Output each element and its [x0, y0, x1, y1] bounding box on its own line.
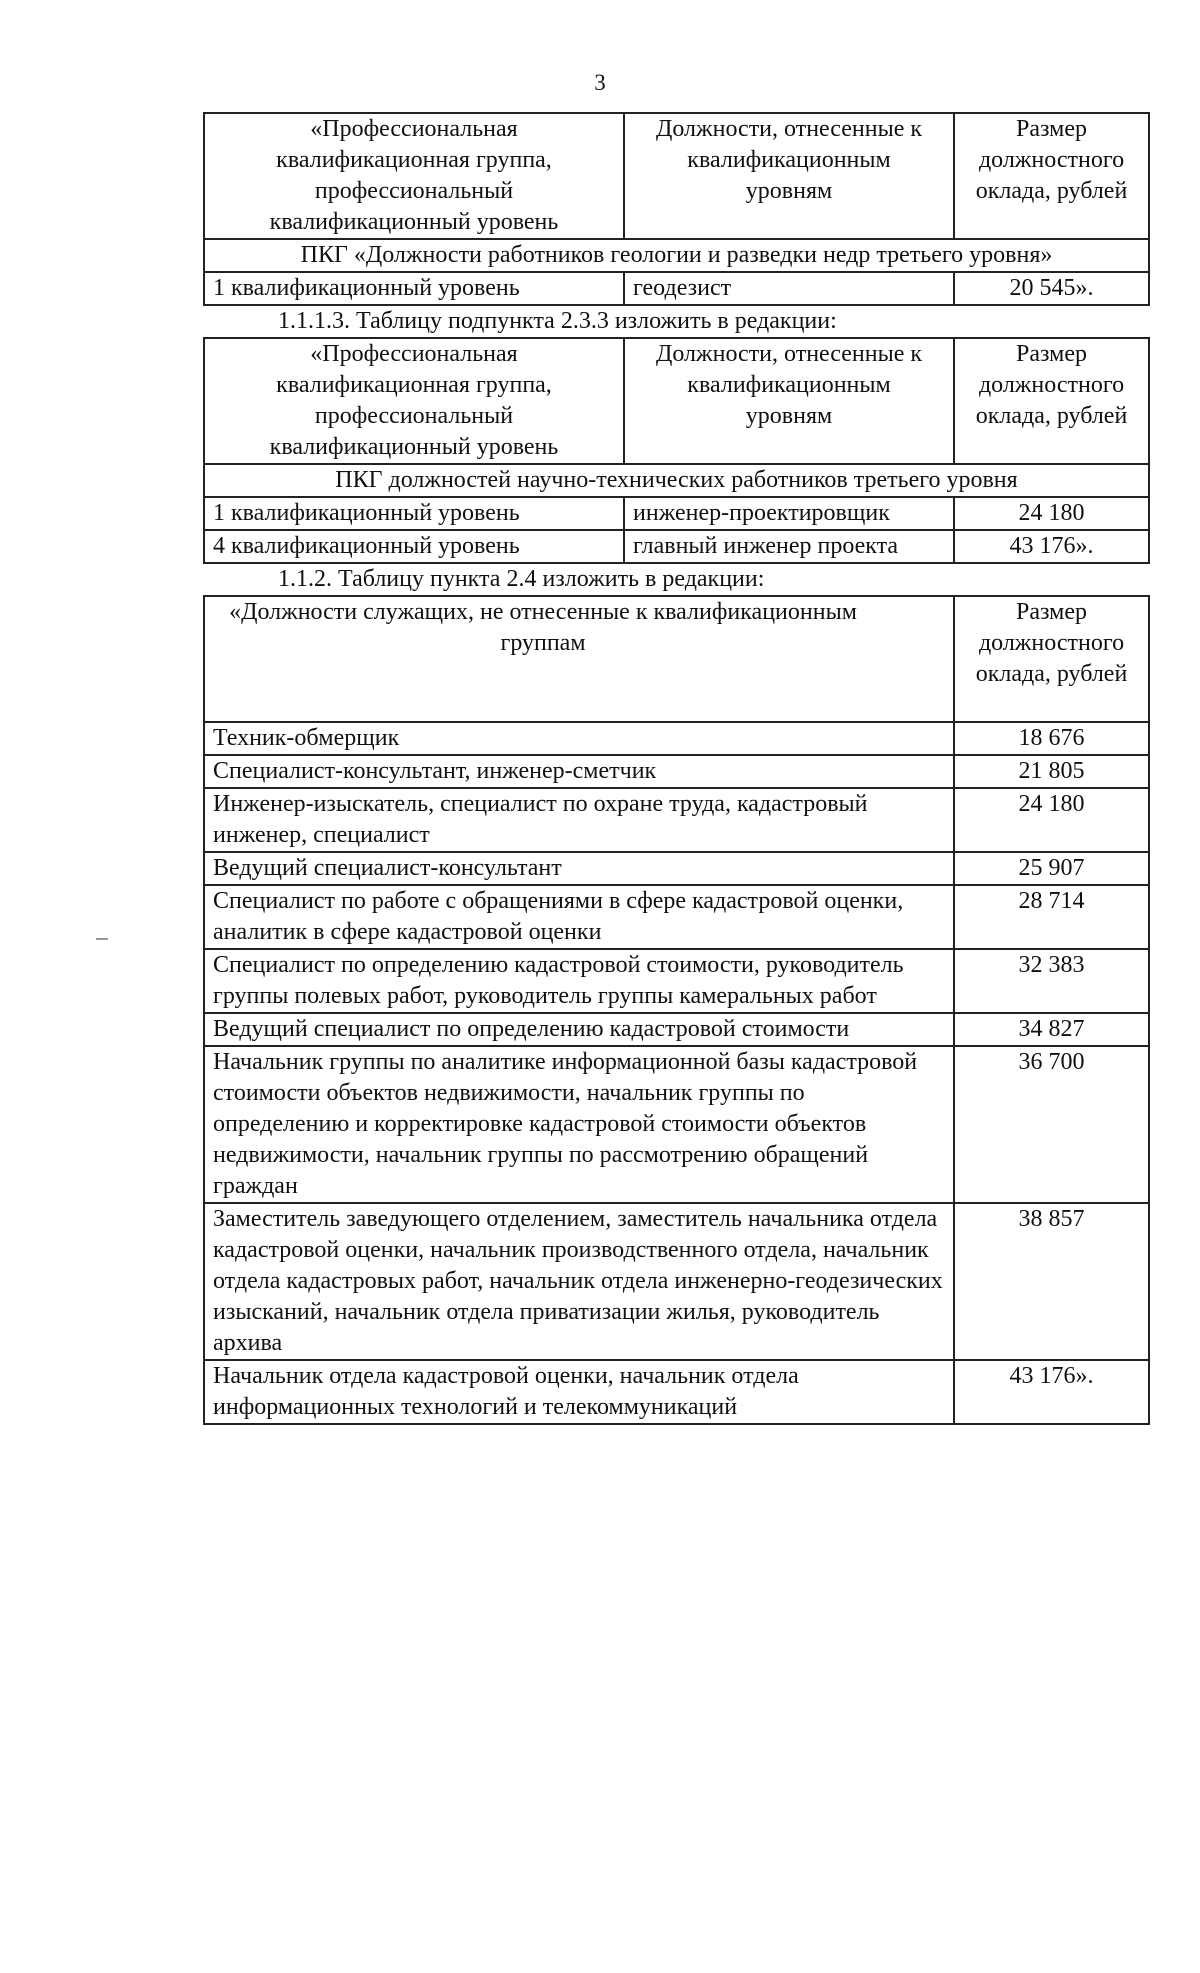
position-cell: Ведущий специалист-консультант — [204, 852, 954, 885]
header-salary: Размер должностного оклада, рублей — [954, 113, 1149, 239]
position-cell: Специалист по определению кадастровой стоимости, руководитель группы полевых работ, руководитель группы камеральных работ — [204, 949, 954, 1013]
position-cell: Специалист-консультант, инженер-сметчик — [204, 755, 954, 788]
table-row — [204, 788, 1149, 852]
header-group: «Профессиональная квалификационная группа, профессиональный квалификационный уровень — [204, 338, 624, 464]
table-row — [204, 530, 1149, 563]
salary-cell: 34 827 — [954, 1013, 1149, 1046]
table-row — [204, 1203, 1149, 1360]
salary-cell: 18 676 — [954, 722, 1149, 755]
table-body — [204, 722, 1149, 1424]
margin-mark — [96, 938, 108, 940]
salary-cell: 24 180 — [954, 788, 1149, 852]
table-header-row — [204, 338, 1149, 464]
table-row — [204, 1046, 1149, 1203]
level-cell: 1 квалификационный уровень — [204, 497, 624, 530]
table-scientific-pkg — [203, 337, 1150, 564]
header-group: «Профессиональная квалификационная группа, профессиональный квалификационный уровень — [204, 113, 624, 239]
table-header-row — [204, 596, 1149, 722]
table-row — [204, 852, 1149, 885]
salary-cell: 21 805 — [954, 755, 1149, 788]
salary-cell: 25 907 — [954, 852, 1149, 885]
document-body — [203, 112, 1148, 1425]
header-positions: «Должности служащих, не отнесенные к квалификационным группам — [204, 596, 954, 722]
position-cell: инженер-проектировщик — [624, 497, 954, 530]
salary-cell: 32 383 — [954, 949, 1149, 1013]
salary-cell: 20 545». — [954, 272, 1149, 305]
table-row — [204, 497, 1149, 530]
position-cell: геодезист — [624, 272, 954, 305]
salary-cell: 38 857 — [954, 1203, 1149, 1360]
paragraph-1-1-2: 1.1.2. Таблицу пункта 2.4 изложить в редакции: — [278, 566, 765, 592]
salary-cell: 36 700 — [954, 1046, 1149, 1203]
group-title: ПКГ должностей научно-технических работников третьего уровня — [204, 464, 1149, 497]
table-row — [204, 885, 1149, 949]
group-title: ПКГ «Должности работников геологии и разведки недр третьего уровня» — [204, 239, 1149, 272]
table-row — [204, 1013, 1149, 1046]
salary-cell: 43 176». — [954, 530, 1149, 563]
position-cell: Начальник группы по аналитике информационной базы кадастровой стоимости объектов недвижимости, начальник группы по определению и корректировке кадастровой стоимости объектов недвижимости, начальник группы по рассмотрению обращений граждан — [204, 1046, 954, 1203]
salary-cell: 28 714 — [954, 885, 1149, 949]
table-row — [204, 272, 1149, 305]
position-cell: Ведущий специалист по определению кадастровой стоимости — [204, 1013, 954, 1046]
position-cell: главный инженер проекта — [624, 530, 954, 563]
position-cell: Начальник отдела кадастровой оценки, начальник отдела информационных технологий и телекоммуникаций — [204, 1360, 954, 1424]
position-cell: Заместитель заведующего отделением, заместитель начальника отдела кадастровой оценки, начальник производственного отдела, начальник отдела кадастровых работ, начальник отдела инженерно-геодезических изысканий, начальник отдела приватизации жилья, руководитель архива — [204, 1203, 954, 1360]
table-row — [204, 722, 1149, 755]
paragraph-1-1-1-3: 1.1.1.3. Таблицу подпункта 2.3.3 изложить в редакции: — [278, 308, 837, 334]
group-title-row — [204, 239, 1149, 272]
header-positions: Должности, отнесенные к квалификационным уровням — [624, 338, 954, 464]
table-geology-pkg — [203, 112, 1150, 306]
position-cell: Техник-обмерщик — [204, 722, 954, 755]
table-unclassified-positions — [203, 595, 1150, 1425]
table-header-row — [204, 113, 1149, 239]
table-row — [204, 755, 1149, 788]
header-positions: Должности, отнесенные к квалификационным уровням — [624, 113, 954, 239]
table-row — [204, 949, 1149, 1013]
salary-cell: 43 176». — [954, 1360, 1149, 1424]
table-row — [204, 1360, 1149, 1424]
header-salary: Размер должностного оклада, рублей — [954, 338, 1149, 464]
position-cell: Специалист по работе с обращениями в сфере кадастровой оценки, аналитик в сфере кадастровой оценки — [204, 885, 954, 949]
header-salary: Размер должностного оклада, рублей — [954, 596, 1149, 722]
page-number: 3 — [594, 70, 606, 95]
position-cell: Инженер-изыскатель, специалист по охране труда, кадастровый инженер, специалист — [204, 788, 954, 852]
level-cell: 1 квалификационный уровень — [204, 272, 624, 305]
level-cell: 4 квалификационный уровень — [204, 530, 624, 563]
group-title-row — [204, 464, 1149, 497]
salary-cell: 24 180 — [954, 497, 1149, 530]
